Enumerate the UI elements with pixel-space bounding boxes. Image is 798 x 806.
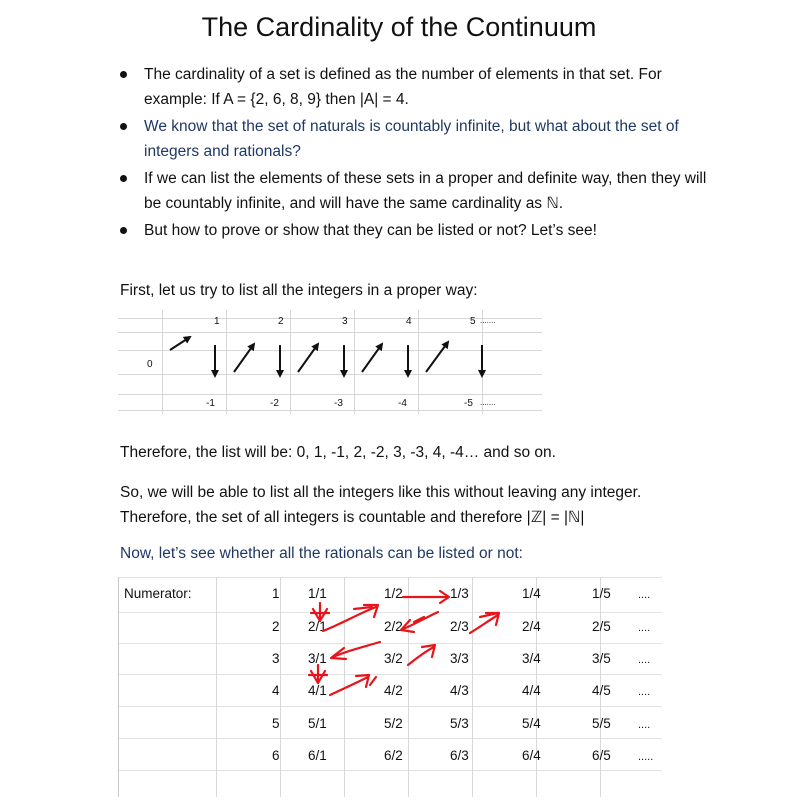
row-number: 4: [272, 683, 280, 698]
negative-label: -1: [206, 398, 215, 409]
positive-label: 3: [342, 316, 348, 327]
positive-label: 2: [278, 316, 284, 327]
row-number: 3: [272, 651, 280, 666]
diag-up-arrow: [426, 342, 448, 372]
integer-diagram: [118, 310, 542, 414]
numerator-label: Numerator:: [124, 586, 192, 601]
countable-line-2: Therefore, the set of all integers is countable and therefore |ℤ| = |ℕ|: [120, 509, 585, 526]
continuation-dots: ....: [638, 622, 651, 634]
bullet-list: [120, 62, 720, 245]
fraction-cell: 4/3: [450, 683, 469, 698]
diagonal-path-annotation: [118, 577, 662, 797]
fraction-cell: 3/4: [522, 651, 541, 666]
fraction-cell: 5/1: [308, 716, 327, 731]
continuation-dots: ....: [638, 686, 651, 698]
fraction-cell: 4/1: [308, 683, 327, 698]
rationals-paragraph: Now, let’s see whether all the rationals can be listed or not:: [120, 545, 523, 562]
fraction-cell: 3/5: [592, 651, 611, 666]
intro-paragraph: First, let us try to list all the integers in a proper way:: [120, 282, 478, 299]
fraction-cell: 4/5: [592, 683, 611, 698]
continuation-dots: ....: [638, 589, 651, 601]
positive-ellipsis: .......: [480, 316, 496, 325]
fraction-cell: 2/1: [308, 619, 327, 634]
continuation-dots: .....: [638, 751, 654, 763]
positive-label: 5: [470, 316, 476, 327]
red-arrow: [408, 647, 434, 665]
negative-label: -2: [270, 398, 279, 409]
fraction-cell: 5/4: [522, 716, 541, 731]
bullet-item: If we can list the elements of these sets in a proper and definite way, then they will be countably infinite, and will have the same cardinality as ℕ.: [120, 166, 720, 216]
diag-up-arrow: [234, 344, 254, 372]
positive-label: 4: [406, 316, 412, 327]
row-number: 6: [272, 748, 280, 763]
fraction-cell: 1/1: [308, 586, 327, 601]
negative-label: -3: [334, 398, 343, 409]
fraction-cell: 1/2: [384, 586, 403, 601]
diag-up-arrow: [362, 344, 382, 372]
fraction-cell: 6/5: [592, 748, 611, 763]
fraction-cell: 5/5: [592, 716, 611, 731]
fraction-cell: 2/5: [592, 619, 611, 634]
page-title: The Cardinality of the Continuum: [201, 12, 597, 42]
diag-up-arrow: [170, 337, 190, 350]
fraction-cell: 5/2: [384, 716, 403, 731]
countable-line-1: So, we will be able to list all the integers like this without leaving any integer.: [120, 484, 642, 501]
fraction-cell: 3/2: [384, 651, 403, 666]
fraction-cell: 3/1: [308, 651, 327, 666]
negative-ellipsis: .......: [480, 398, 496, 407]
red-arrow: [323, 607, 376, 631]
bullet-item: We know that the set of naturals is countably infinite, but what about the set of integers and rationals?: [120, 114, 720, 164]
integer-arrows: [118, 310, 542, 414]
fraction-cell: 6/4: [522, 748, 541, 763]
bullet-item: The cardinality of a set is defined as the number of elements in that set. For example: If A = {2, 6, 8, 9} then |A| = 4.: [120, 62, 720, 112]
row-number: 2: [272, 619, 280, 634]
list-paragraph: Therefore, the list will be: 0, 1, -1, 2, -2, 3, -3, 4, -4… and so on.: [120, 444, 556, 461]
continuation-dots: ....: [638, 719, 651, 731]
negative-label: -5: [464, 398, 473, 409]
continuation-dots: ....: [638, 654, 651, 666]
row-number: 5: [272, 716, 280, 731]
red-arrow: [333, 642, 380, 657]
negative-label: -4: [398, 398, 407, 409]
positive-label: 1: [214, 316, 220, 327]
row-number: 1: [272, 586, 280, 601]
fraction-cell: 6/2: [384, 748, 403, 763]
fraction-cell: 6/3: [450, 748, 469, 763]
fraction-cell: 2/4: [522, 619, 541, 634]
fraction-cell: 1/3: [450, 586, 469, 601]
fraction-cell: 5/3: [450, 716, 469, 731]
fraction-cell: 6/1: [308, 748, 327, 763]
rational-table: [118, 577, 662, 797]
fraction-cell: 3/3: [450, 651, 469, 666]
fraction-cell: 1/4: [522, 586, 541, 601]
red-arrow: [470, 615, 498, 633]
red-arrow: [330, 677, 368, 695]
zero-label: 0: [147, 359, 153, 370]
fraction-cell: 2/3: [450, 619, 469, 634]
diag-up-arrow: [298, 344, 318, 372]
fraction-cell: 1/5: [592, 586, 611, 601]
bullet-item: But how to prove or show that they can be listed or not? Let’s see!: [120, 218, 720, 243]
fraction-cell: 2/2: [384, 619, 403, 634]
fraction-cell: 4/4: [522, 683, 541, 698]
fraction-cell: 4/2: [384, 683, 403, 698]
